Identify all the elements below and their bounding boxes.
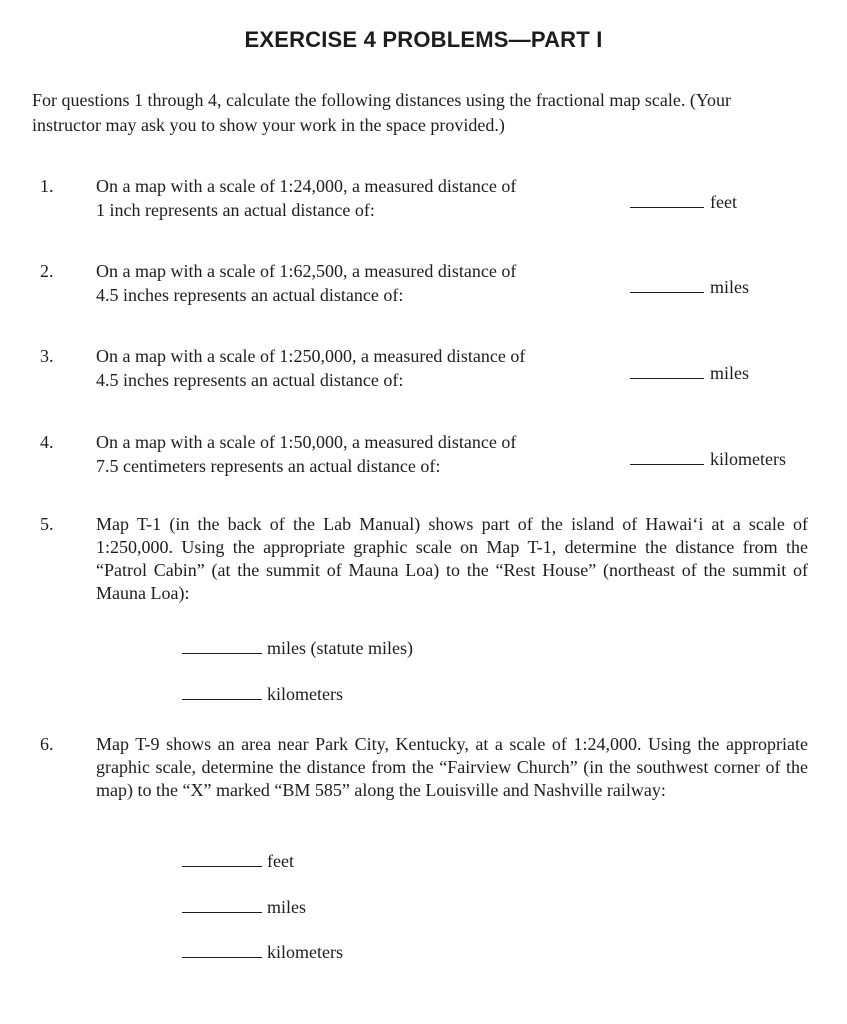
answer-unit: kilometers (710, 449, 786, 469)
answer-line (182, 895, 306, 918)
question-text-line: 4.5 inches represents an actual distance of: (96, 370, 404, 390)
answer-unit: feet (267, 851, 294, 871)
question-text-line: 1 inch represents an actual distance of: (96, 200, 375, 220)
answer-line (182, 940, 343, 963)
question-number: 1. (40, 176, 54, 196)
answer-unit: miles (statute miles) (267, 638, 413, 658)
question-text (96, 259, 566, 307)
answer-blank[interactable] (182, 940, 262, 958)
answer-line (182, 682, 343, 705)
answer-blank[interactable] (630, 275, 704, 293)
question-number: 2. (40, 261, 54, 281)
answer-line (630, 190, 737, 214)
question-text-line: On a map with a scale of 1:250,000, a measured distance of (96, 346, 526, 366)
answer-blank[interactable] (630, 361, 704, 379)
question-text-line: On a map with a scale of 1:62,500, a measured distance of (96, 261, 517, 281)
answer-line (630, 361, 749, 385)
instructions: For questions 1 through 4, calculate the following distances using the fractional map scale. (Your instructor may ask you to show your work in the space provided.) (32, 90, 732, 135)
question-text: Map T-1 (in the back of the Lab Manual) shows part of the island of Hawai‘i at a scale of 1:250,000. Using the appropriate graphic scale on Map T-1, determine the distance from the “Patrol Cabin” (at the summit of Mauna Loa) to the “Rest House” (northeast of the summit of Mauna Loa): (96, 514, 808, 603)
answer-unit: kilometers (267, 684, 343, 704)
question-text-line: On a map with a scale of 1:24,000, a measured distance of (96, 176, 517, 196)
answer-blank[interactable] (182, 636, 262, 654)
answer-unit: miles (710, 277, 749, 297)
question-text (96, 174, 566, 222)
answer-unit: feet (710, 192, 737, 212)
answer-blank[interactable] (630, 190, 704, 208)
question-number: 3. (40, 346, 54, 366)
question-text-line: On a map with a scale of 1:50,000, a measured distance of (96, 432, 517, 452)
answer-blank[interactable] (182, 682, 262, 700)
answer-blank[interactable] (630, 447, 704, 465)
question-text-line: 4.5 inches represents an actual distance of: (96, 285, 404, 305)
answer-unit: miles (710, 363, 749, 383)
question-text (96, 344, 566, 392)
question-number: 6. (40, 734, 54, 754)
question-number: 4. (40, 432, 54, 452)
answer-blank[interactable] (182, 895, 262, 913)
answer-line (630, 275, 749, 299)
answer-line (630, 447, 786, 471)
page-title: EXERCISE 4 PROBLEMS—PART I (244, 27, 603, 52)
question-number: 5. (40, 514, 54, 534)
question-text (96, 430, 566, 478)
answer-line (182, 849, 294, 872)
question-text-line: 7.5 centimeters represents an actual distance of: (96, 456, 441, 476)
answer-blank[interactable] (182, 849, 262, 867)
answer-line (182, 636, 413, 659)
answer-unit: miles (267, 897, 306, 917)
question-text: Map T-9 shows an area near Park City, Kentucky, at a scale of 1:24,000. Using the appropriate graphic scale, determine the distance from the “Fairview Church” (in the southwest corner of the map) to the “X” marked “BM 585” along the Louisville and Nashville railway: (96, 734, 808, 800)
answer-unit: kilometers (267, 942, 343, 962)
